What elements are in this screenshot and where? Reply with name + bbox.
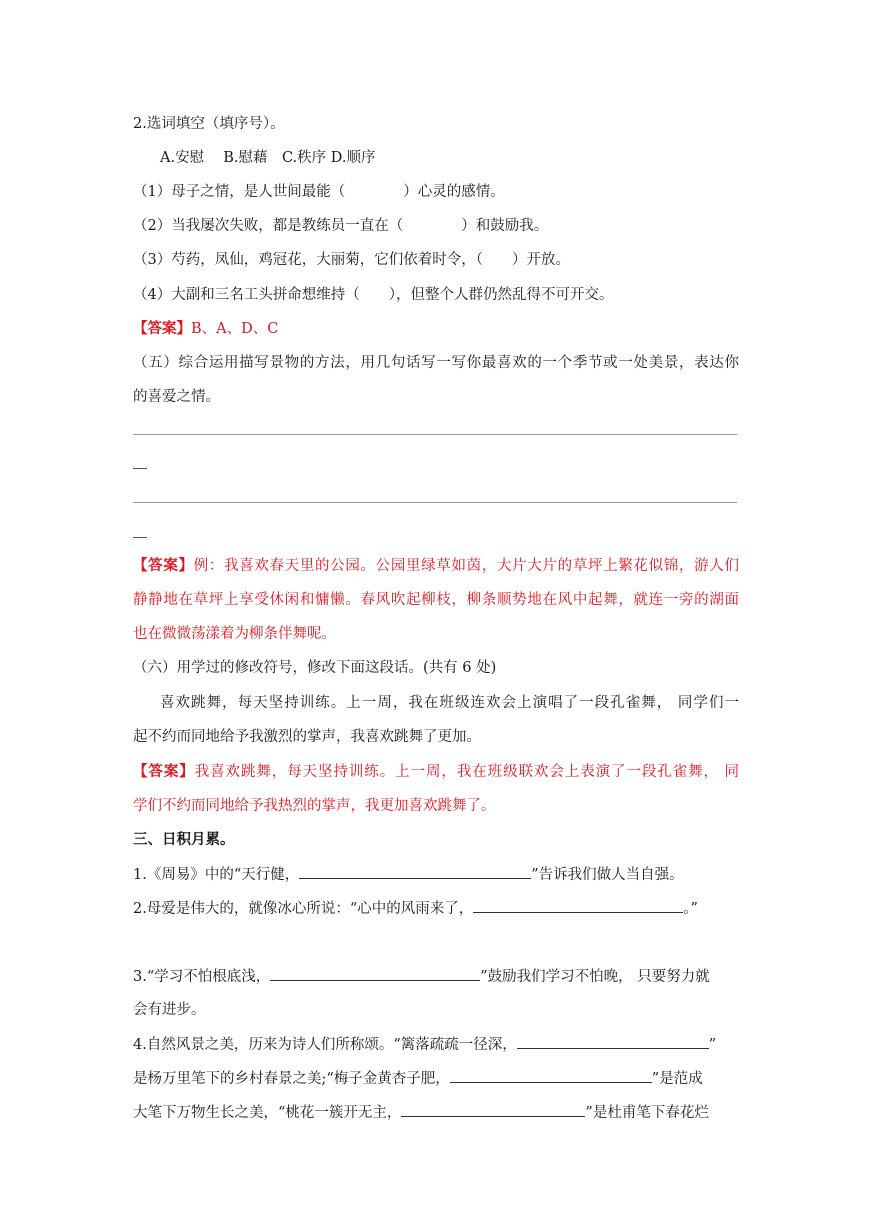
section-3-q4-line-3	[133, 1102, 739, 1123]
section-3-q2	[133, 898, 739, 919]
section-3-q4-line-1	[133, 1034, 739, 1055]
answer-text: 例：我喜欢春天里的公园。公园里绿草如茵，大片大片的草坪上繁花似锦，游人们	[193, 558, 740, 574]
question-text: ”	[708, 1037, 717, 1053]
question-6-answer-line-1	[133, 762, 739, 782]
question-2-item-1: （1）母子之情，是人世间最能（ ）心灵的感情。	[133, 184, 505, 200]
writing-line[interactable]	[133, 502, 737, 503]
question-text: ”是范成	[651, 1071, 703, 1087]
section-3-q1	[133, 864, 739, 885]
question-text: 4.自然风景之美，历来为诗人们所称颂。“篱落疏疏一径深，	[133, 1037, 517, 1053]
question-2-title: 2.选词填空（填序号）。	[133, 116, 285, 132]
question-text: 2.母爱是伟大的，就像冰心所说：“心中的风雨来了，	[133, 901, 474, 917]
answer-tag: 【答案】	[133, 557, 194, 574]
section-3-q4-line-2	[133, 1068, 739, 1089]
answer-text: 我喜欢跳舞，每天坚持训练。上一周，我在班级联欢会上表演了一段孔雀舞， 同	[194, 764, 740, 780]
question-6-answer-line-2: 学们不约而同地给予我热烈的掌声，我更加喜欢跳舞了。	[133, 798, 496, 814]
question-text: ”告诉我们做人当自强。	[531, 867, 684, 883]
question-5-answer-line-3: 也在微微荡漾着为柳条伴舞呢。	[133, 626, 336, 642]
answer-tag: 【答案】	[133, 320, 191, 337]
question-6-title: （六）用学过的修改符号，修改下面这段话。(共有 6 处)	[133, 660, 497, 676]
answer-text: B、A、D、C	[191, 321, 279, 337]
question-text: ”是杜甫笔下春花烂	[585, 1105, 709, 1121]
question-text: 是杨万里笔下的乡村春景之美;“梅子金黄杏子肥，	[133, 1071, 450, 1087]
fill-blank[interactable]	[299, 864, 531, 879]
question-2-answer	[133, 319, 739, 339]
question-5-prompt-line-1: （五）综合运用描写景物的方法，用几句话写一写你最喜欢的一个季节或一处美景，表达你	[133, 355, 739, 371]
fill-blank[interactable]	[401, 1102, 585, 1117]
fill-blank[interactable]	[450, 1068, 652, 1083]
fill-blank[interactable]	[270, 966, 480, 981]
question-2-item-3: （3）芍药，凤仙，鸡冠花，大丽菊，它们依着时令，（ ）开放。	[133, 252, 570, 268]
fill-blank[interactable]	[473, 898, 683, 913]
answer-tag: 【答案】	[133, 763, 195, 780]
section-3-q3-cont: 会有进步。	[133, 1002, 206, 1018]
writing-line-tail	[133, 468, 147, 469]
question-text: 。”	[683, 901, 698, 917]
question-text: ”鼓励我们学习不怕晚， 只要努力就	[480, 969, 710, 985]
section-3-q3	[133, 966, 739, 987]
question-5-answer-line-2: 静静地在草坪上享受休闲和慵懒。春风吹起柳枝，柳条顺势地在风中起舞，就连一旁的湖面	[133, 592, 739, 608]
question-2-item-2: （2）当我屡次失败，都是教练员一直在（ ）和鼓励我。	[133, 218, 549, 234]
writing-line-tail	[133, 537, 147, 538]
writing-line[interactable]	[133, 434, 737, 435]
question-text: 1.《周易》中的“天行健，	[133, 867, 300, 883]
question-5-answer-line-1	[133, 556, 739, 576]
question-5-prompt-line-2: 的喜爱之情。	[133, 389, 220, 405]
question-2-options: A.安慰 B.慰藉 C.秩序 D.顺序	[160, 150, 376, 166]
question-text: 大笔下万物生长之美，“桃花一簇开无主，	[133, 1105, 402, 1121]
section-3-title: 三、日积月累。	[133, 831, 235, 848]
question-6-paragraph-line-2: 起不约而同地给予我激烈的掌声，我喜欢跳舞了更加。	[133, 729, 481, 745]
fill-blank[interactable]	[517, 1034, 709, 1049]
question-6-paragraph-line-1: 喜欢跳舞，每天坚持训练。上一周，我在班级连欢会上演唱了一段孔雀舞， 同学们一	[160, 695, 739, 711]
question-text: 3.“学习不怕根底浅，	[133, 969, 271, 985]
question-2-item-4: （4）大副和三名工头拼命想维持（ ），但整个人群仍然乱得不可开交。	[133, 287, 614, 303]
